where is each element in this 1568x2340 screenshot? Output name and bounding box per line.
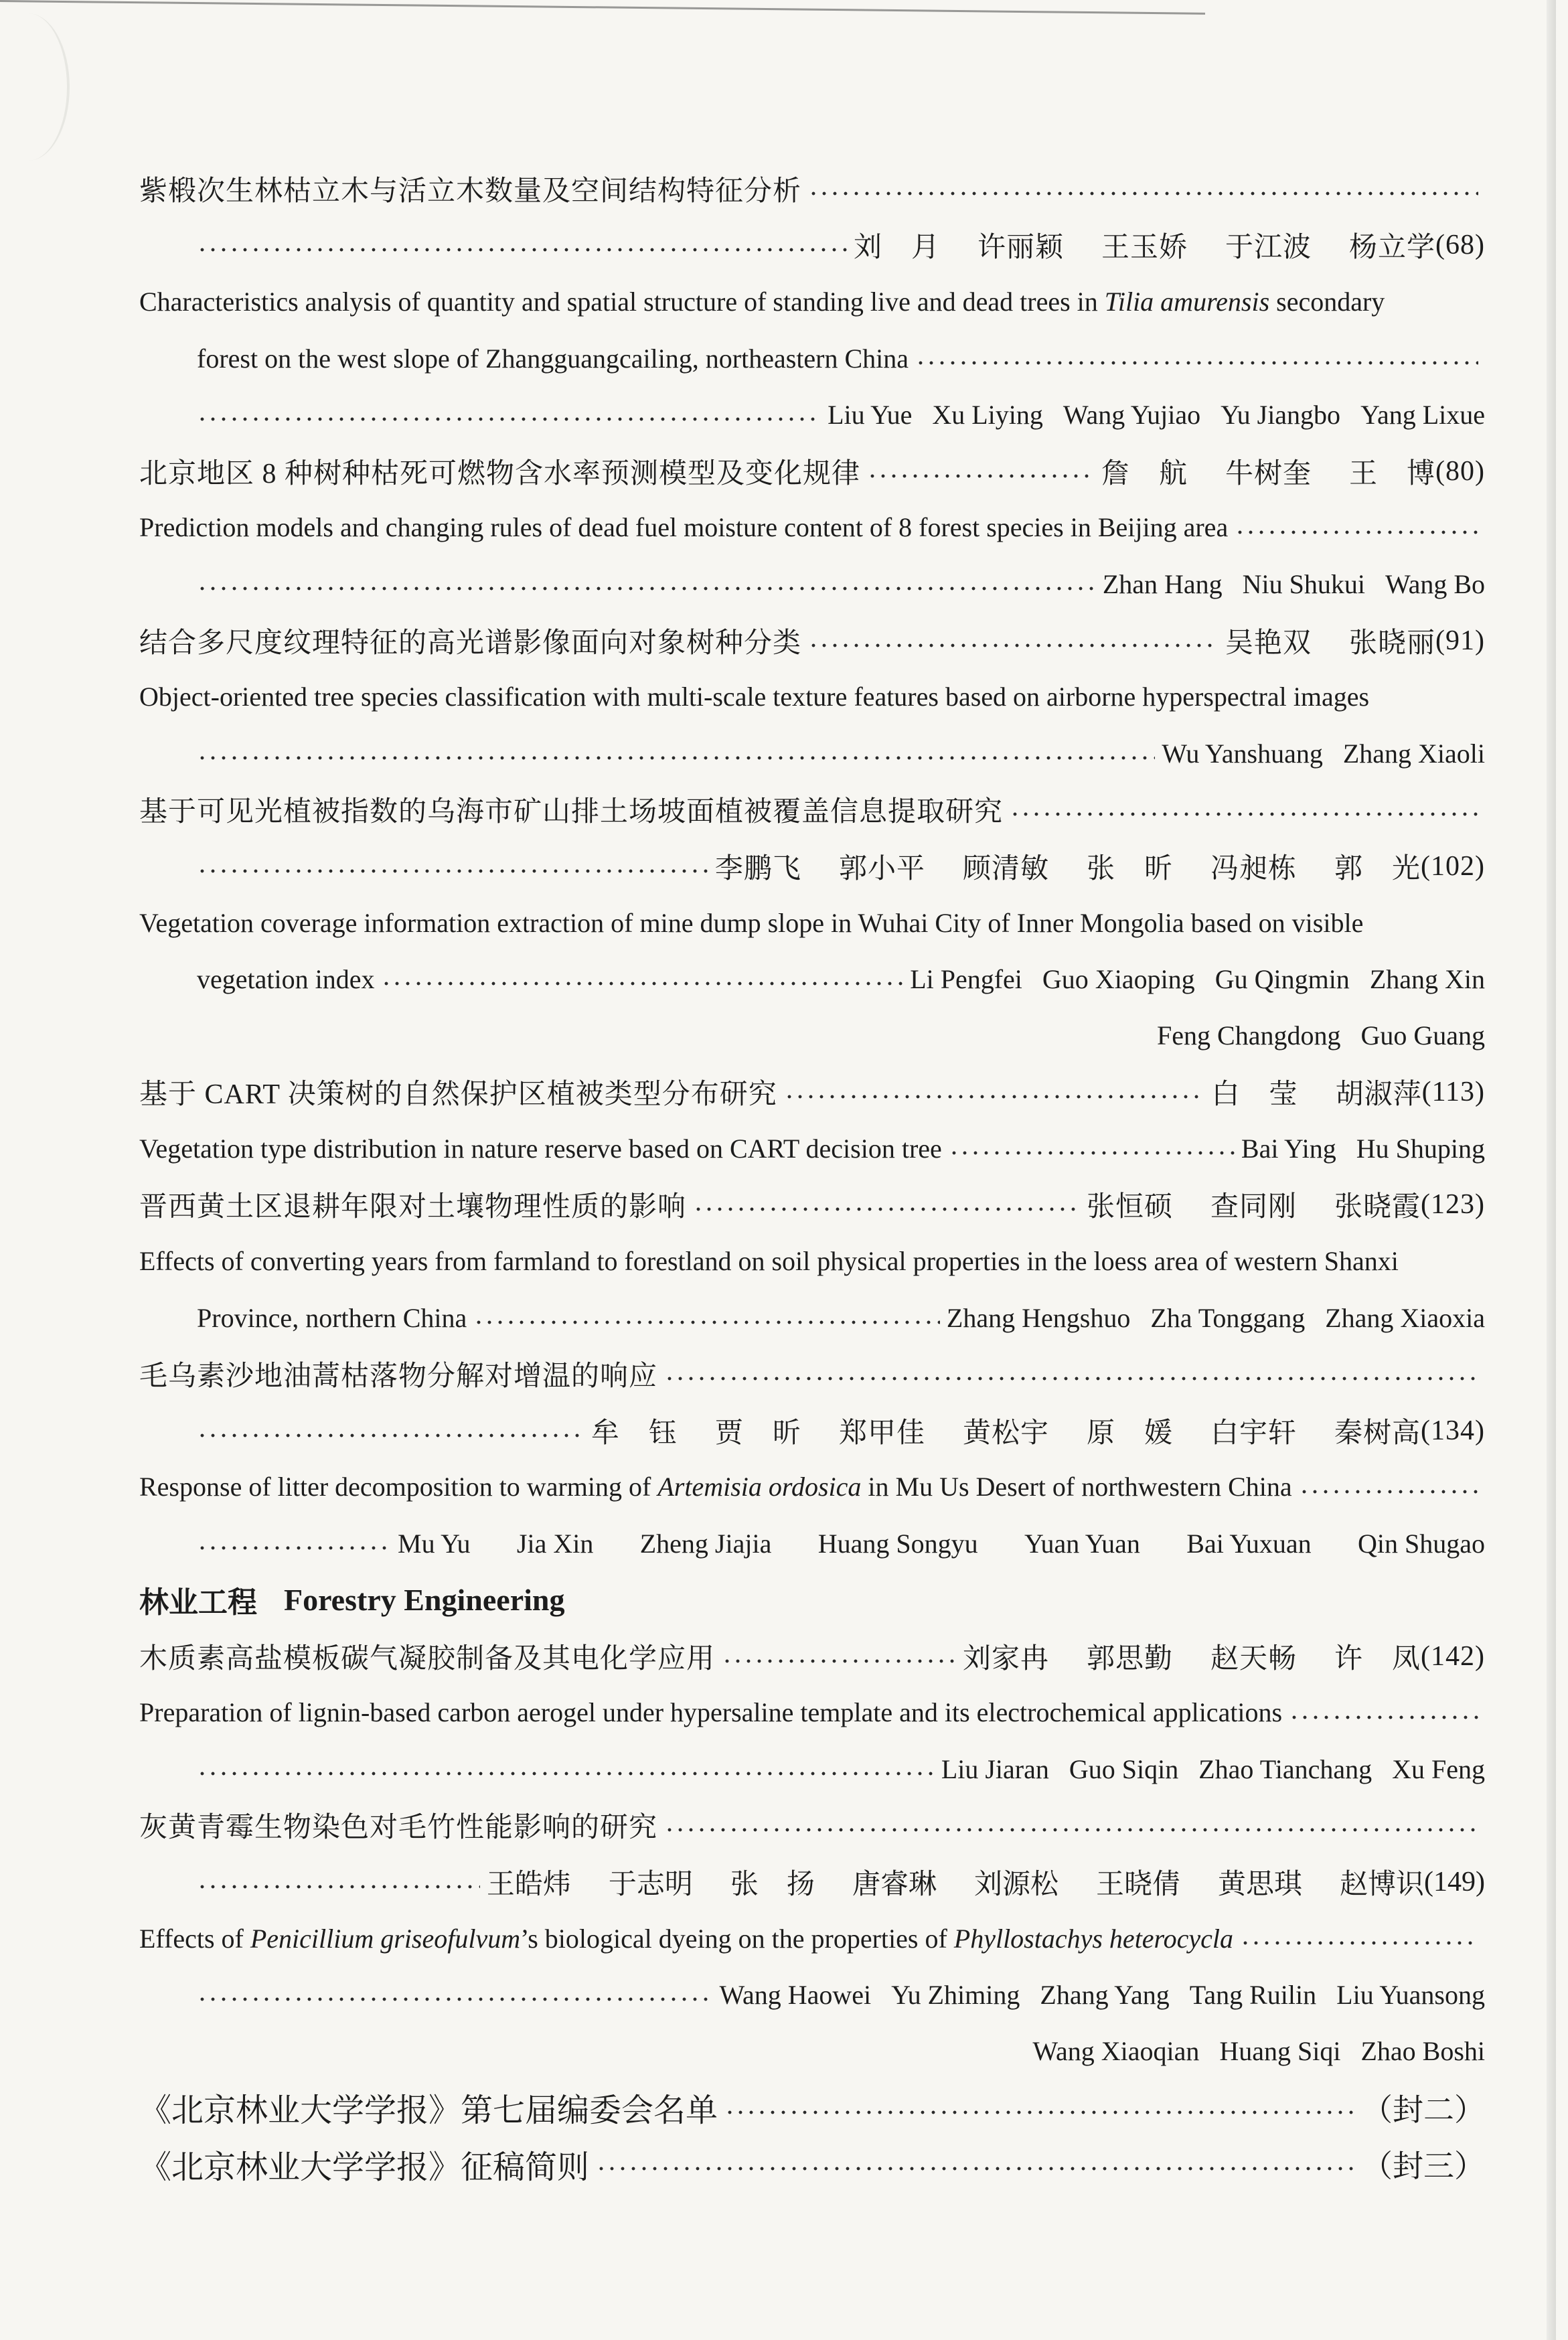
en-title[interactable]: Effects of Penicillium griseofulvum’s biological dyeing on the properties of Phyllostachys heterocycla: [139, 1923, 1234, 1954]
author: 刘 月: [853, 232, 940, 264]
en-author-list: [398, 1528, 1485, 1559]
author: Zha Tonggang: [1150, 1302, 1306, 1333]
en-author-list: [941, 1753, 1485, 1785]
zh-title[interactable]: 基于 CART 决策树的自然保护区植被类型分布研究: [139, 1079, 777, 1110]
toc-entry-en-title: [139, 1120, 1485, 1176]
page-number: (68): [1435, 230, 1485, 261]
author: 张恒硕: [1086, 1192, 1173, 1223]
toc-entry-en-title: [139, 669, 1485, 725]
en-title-cont[interactable]: forest on the west slope of Zhangguangcailing, northeastern China: [197, 343, 909, 374]
author: 冯昶栋: [1210, 853, 1297, 884]
author: Guo Xiaoping: [1042, 963, 1195, 994]
author: 郭思勤: [1086, 1643, 1173, 1674]
author: Jia Xin: [516, 1528, 594, 1559]
zh-author-list: [1225, 621, 1485, 661]
zh-author-list: [1101, 451, 1485, 491]
en-author-list: [1103, 568, 1485, 600]
author: Qin Shugao: [1357, 1528, 1485, 1559]
toc-entry-en-title: [139, 274, 1485, 330]
toc-entry-en-authors: [139, 1966, 1485, 2023]
author: 贾 昕: [714, 1417, 801, 1449]
author: Feng Changdong: [1157, 1020, 1341, 1051]
author: 查同刚: [1210, 1192, 1297, 1223]
dot-leader: [915, 360, 1478, 366]
page-number: (113): [1421, 1076, 1485, 1107]
zh-title[interactable]: 紫椴次生林枯立木与活立木数量及空间结构特征分析: [139, 176, 802, 208]
toc-entry-back-matter: [139, 2080, 1485, 2136]
author: 黄松宇: [962, 1417, 1049, 1449]
zh-author-list: [1212, 1072, 1485, 1112]
dot-leader: [197, 755, 1155, 761]
author: Zhao Tianchang: [1198, 1753, 1373, 1784]
page-number: (91): [1435, 625, 1485, 656]
author: Zheng Jiajia: [639, 1528, 772, 1559]
author: Yuan Yuan: [1024, 1528, 1140, 1559]
scan-artifact: [0, 13, 70, 161]
author: 张晓霞: [1334, 1192, 1421, 1223]
author: 李鹏飞: [714, 853, 801, 884]
author: Wu Yanshuang: [1162, 738, 1323, 769]
en-author-list: [1162, 738, 1485, 769]
author: 王 博: [1349, 458, 1436, 489]
scan-edge-top: [0, 0, 1205, 42]
dot-leader: [1235, 530, 1478, 535]
author: 王晓倩: [1095, 1869, 1180, 1900]
dot-leader: [808, 191, 1478, 196]
author: 郭 光: [1334, 853, 1421, 884]
author: Tang Ruilin: [1189, 1979, 1317, 2010]
zh-title[interactable]: 晋西黄土区退耕年限对土壤物理性质的影响: [139, 1192, 687, 1223]
author: Zhang Xiaoxia: [1325, 1302, 1485, 1333]
en-title-cont[interactable]: Province, northern China: [197, 1302, 467, 1333]
en-title[interactable]: Preparation of lignin-based carbon aerogel under hypersaline template and its electrochemical applications: [139, 1697, 1283, 1728]
page-number: (134): [1421, 1415, 1485, 1446]
author: 赵天畅: [1210, 1643, 1297, 1674]
author: Wang Haowei: [719, 1979, 872, 2010]
zh-author-list: [591, 1411, 1485, 1451]
author: 唐睿琳: [852, 1869, 937, 1900]
author: 于江波: [1225, 232, 1312, 264]
en-author-list: [719, 1979, 1485, 2011]
author: 杨立学: [1349, 232, 1436, 264]
toc-entry-en-title: [139, 1233, 1485, 1290]
dot-leader: [197, 416, 821, 422]
author: Guo Guang: [1360, 1020, 1485, 1051]
author: 郑甲佳: [838, 1417, 925, 1449]
toc-entry-en-title: [139, 894, 1485, 951]
author: Zhao Boshi: [1360, 2036, 1485, 2067]
toc-entry-en-authors: [139, 386, 1485, 443]
toc-entry-back-matter: [139, 2136, 1485, 2192]
dot-leader: [808, 643, 1219, 648]
zh-author-list: [1087, 1184, 1485, 1225]
author: Liu Yue: [828, 399, 913, 430]
toc-entry-en-title: [139, 1459, 1485, 1515]
author: 原 媛: [1086, 1417, 1173, 1449]
en-author-list: [1241, 1133, 1485, 1164]
author: 牟 钰: [591, 1417, 678, 1449]
zh-title[interactable]: 灰黄青霉生物染色对毛竹性能影响的研究: [139, 1812, 658, 1844]
toc-entry-en-title-cont: [139, 951, 1485, 1007]
author: Xu Liying: [932, 399, 1043, 430]
scan-edge-right: [1547, 0, 1556, 2340]
dot-leader: [1289, 1715, 1478, 1720]
author: 于志明: [608, 1869, 693, 1900]
toc-entry-zh-title: [139, 1064, 1485, 1120]
zh-author-list: [854, 225, 1485, 265]
en-author-list: [910, 963, 1485, 995]
toc-entry-zh-title: [139, 1628, 1485, 1684]
dot-leader: [197, 1771, 935, 1776]
author: Wang Xiaoqian: [1032, 2036, 1200, 2067]
author: Yu Zhiming: [891, 1979, 1020, 2010]
dot-leader: [473, 1320, 940, 1325]
en-title-cont[interactable]: vegetation index: [197, 963, 375, 994]
zh-author-list: [963, 1636, 1485, 1676]
author: 赵博识: [1340, 1869, 1425, 1900]
dot-leader: [197, 586, 1096, 591]
toc-entry-zh-title: [139, 781, 1485, 838]
back-matter-title[interactable]: 《北京林业大学学报》征稿简则: [139, 2148, 590, 2186]
toc-entry-en-title: [139, 1685, 1485, 1741]
section-heading: [139, 1571, 1485, 1628]
author: Liu Jiaran: [941, 1753, 1049, 1784]
author: 黄思琪: [1217, 1869, 1302, 1900]
zh-title[interactable]: 毛乌素沙地油蒿枯落物分解对增温的响应: [139, 1361, 658, 1393]
author: 郭小平: [838, 853, 925, 884]
toc-entry-en-authors: [139, 725, 1485, 781]
author: Niu Shukui: [1242, 568, 1366, 599]
toc-entry-en-title: [139, 1910, 1485, 1966]
dot-leader: [197, 1545, 391, 1551]
author: Bai Ying: [1241, 1133, 1336, 1164]
author: Wang Bo: [1385, 568, 1485, 599]
dot-leader: [197, 1433, 584, 1438]
dot-leader: [724, 2110, 1355, 2115]
en-title[interactable]: Object-oriented tree species classification with multi-scale texture features based on airborne hyperspectral images: [139, 682, 1370, 712]
en-author-list: [1157, 1020, 1485, 1051]
author: Xu Feng: [1392, 1753, 1485, 1784]
en-title[interactable]: Characteristics analysis of quantity and spatial structure of standing live and dead trees in Tilia amurensis secondary: [139, 287, 1385, 317]
author: Wang Yujiao: [1063, 399, 1201, 430]
dot-leader: [664, 1376, 1478, 1381]
author: Yu Jiangbo: [1221, 399, 1341, 430]
toc-entry-zh-title: [139, 1346, 1485, 1402]
table-of-contents: [139, 161, 1485, 2192]
author: 刘家冉: [962, 1643, 1049, 1674]
dot-leader: [197, 1997, 712, 2002]
author: 张晓丽: [1349, 627, 1436, 659]
zh-title[interactable]: 北京地区 8 种树种枯死可燃物含水率预测模型及变化规律: [139, 458, 861, 489]
author: 张 昕: [1086, 853, 1173, 884]
en-title[interactable]: Effects of converting years from farmland to forestland on soil physical properties in the loess area of western Shanxi: [139, 1246, 1399, 1277]
page-number: （封二）: [1362, 2091, 1485, 2128]
author: Zhang Hengshuo: [946, 1302, 1131, 1333]
toc-entry-en-authors: [139, 1515, 1485, 1571]
en-author-list: [828, 399, 1485, 431]
zh-title[interactable]: 结合多尺度纹理特征的高光谱影像面向对象树种分类: [139, 627, 802, 659]
toc-entry-en-authors-cont: [139, 2023, 1485, 2080]
dot-leader: [722, 1658, 956, 1664]
page-number: (80): [1435, 455, 1485, 487]
author: 张 扬: [730, 1869, 815, 1900]
author: 詹 航: [1101, 458, 1188, 489]
author: Zhang Xiaoli: [1342, 738, 1485, 769]
toc-entry-zh-title: [139, 1797, 1485, 1853]
author: Zhan Hang: [1102, 568, 1223, 599]
toc-entry-en-title: [139, 499, 1485, 556]
toc-entry-en-title-cont: [139, 330, 1485, 386]
author: 白宇轩: [1210, 1417, 1297, 1449]
author: Huang Siqi: [1219, 2036, 1341, 2067]
page-number: (149): [1424, 1866, 1485, 1897]
dot-leader: [197, 868, 708, 874]
author: 王皓炜: [486, 1869, 571, 1900]
author: 刘源松: [973, 1869, 1059, 1900]
page-number: （封三）: [1362, 2148, 1485, 2185]
dot-leader: [197, 1884, 480, 1889]
toc-entry-en-title-cont: [139, 1290, 1485, 1346]
author: 牛树奎: [1225, 458, 1312, 489]
author: 胡淑萍: [1335, 1079, 1422, 1110]
dot-leader: [596, 2166, 1355, 2171]
toc-entry-zh-authors: [139, 1403, 1485, 1459]
author: Zhang Xin: [1369, 963, 1485, 994]
en-title[interactable]: Vegetation coverage information extraction of mine dump slope in Wuhai City of Inner Mongolia based on visible: [139, 907, 1364, 938]
dot-leader: [197, 247, 847, 252]
toc-entry-zh-title: [139, 612, 1485, 668]
en-author-list: [947, 1302, 1485, 1334]
dot-leader: [693, 1206, 1080, 1212]
author: 王玉娇: [1101, 232, 1188, 264]
toc-entry-en-authors: [139, 1741, 1485, 1797]
zh-title[interactable]: 基于可见光植被指数的乌海市矿山排土场坡面植被覆盖信息提取研究: [139, 797, 1004, 828]
toc-entry-zh-authors: [139, 217, 1485, 273]
en-title[interactable]: Vegetation type distribution in nature reserve based on CART decision tree: [139, 1133, 942, 1164]
toc-entry-zh-authors: [139, 838, 1485, 894]
dot-leader: [1240, 1940, 1478, 1946]
page-number: (142): [1421, 1640, 1485, 1672]
dot-leader: [867, 473, 1095, 479]
author: 吴艳双: [1225, 627, 1312, 659]
en-title[interactable]: Response of litter decomposition to warming of Artemisia ordosica in Mu Us Desert of northwestern China: [139, 1472, 1292, 1502]
page-number: (102): [1421, 850, 1485, 882]
toc-entry-zh-title: [139, 1176, 1485, 1233]
page-number: (123): [1421, 1189, 1485, 1221]
zh-author-list: [487, 1862, 1485, 1902]
back-matter-title[interactable]: 《北京林业大学学报》第七届编委会名单: [139, 2092, 718, 2130]
author: Liu Yuansong: [1336, 1979, 1485, 2010]
author: 白 莹: [1211, 1079, 1298, 1110]
dot-leader: [949, 1150, 1235, 1156]
toc-entry-zh-title: [139, 443, 1485, 499]
dot-leader: [664, 1827, 1478, 1832]
en-title[interactable]: Prediction models and changing rules of dead fuel moisture content of 8 forest species in Beijing area: [139, 512, 1229, 543]
dot-leader: [1299, 1489, 1478, 1494]
author: Bai Yuxuan: [1186, 1528, 1312, 1559]
author: 许 凤: [1334, 1643, 1421, 1674]
dot-leader: [784, 1094, 1205, 1099]
author: 秦树高: [1334, 1417, 1421, 1449]
toc-entry-en-authors: [139, 556, 1485, 612]
author: 许丽颖: [977, 232, 1064, 264]
toc-entry-zh-authors: [139, 1854, 1485, 1910]
author: Gu Qingmin: [1214, 963, 1350, 994]
author: Yang Lixue: [1360, 399, 1485, 430]
toc-entry-en-authors-cont: [139, 1007, 1485, 1063]
section-title-zh: 林业工程: [139, 1585, 257, 1620]
author: Hu Shuping: [1356, 1133, 1485, 1164]
section-title-en: Forestry Engineering: [284, 1582, 565, 1617]
en-author-list: [1032, 2035, 1485, 2067]
author: Huang Songyu: [817, 1528, 978, 1559]
dot-leader: [1010, 811, 1478, 817]
author: Mu Yu: [398, 1528, 471, 1559]
zh-author-list: [715, 846, 1485, 886]
author: Li Pengfei: [910, 963, 1022, 994]
zh-title[interactable]: 木质素高盐模板碳气凝胶制备及其电化学应用: [139, 1643, 716, 1674]
author: Zhang Yang: [1040, 1979, 1170, 2010]
author: Guo Siqin: [1069, 1753, 1179, 1784]
author: 顾清敏: [962, 853, 1049, 884]
dot-leader: [381, 981, 903, 986]
toc-entry-zh-title: [139, 161, 1485, 217]
